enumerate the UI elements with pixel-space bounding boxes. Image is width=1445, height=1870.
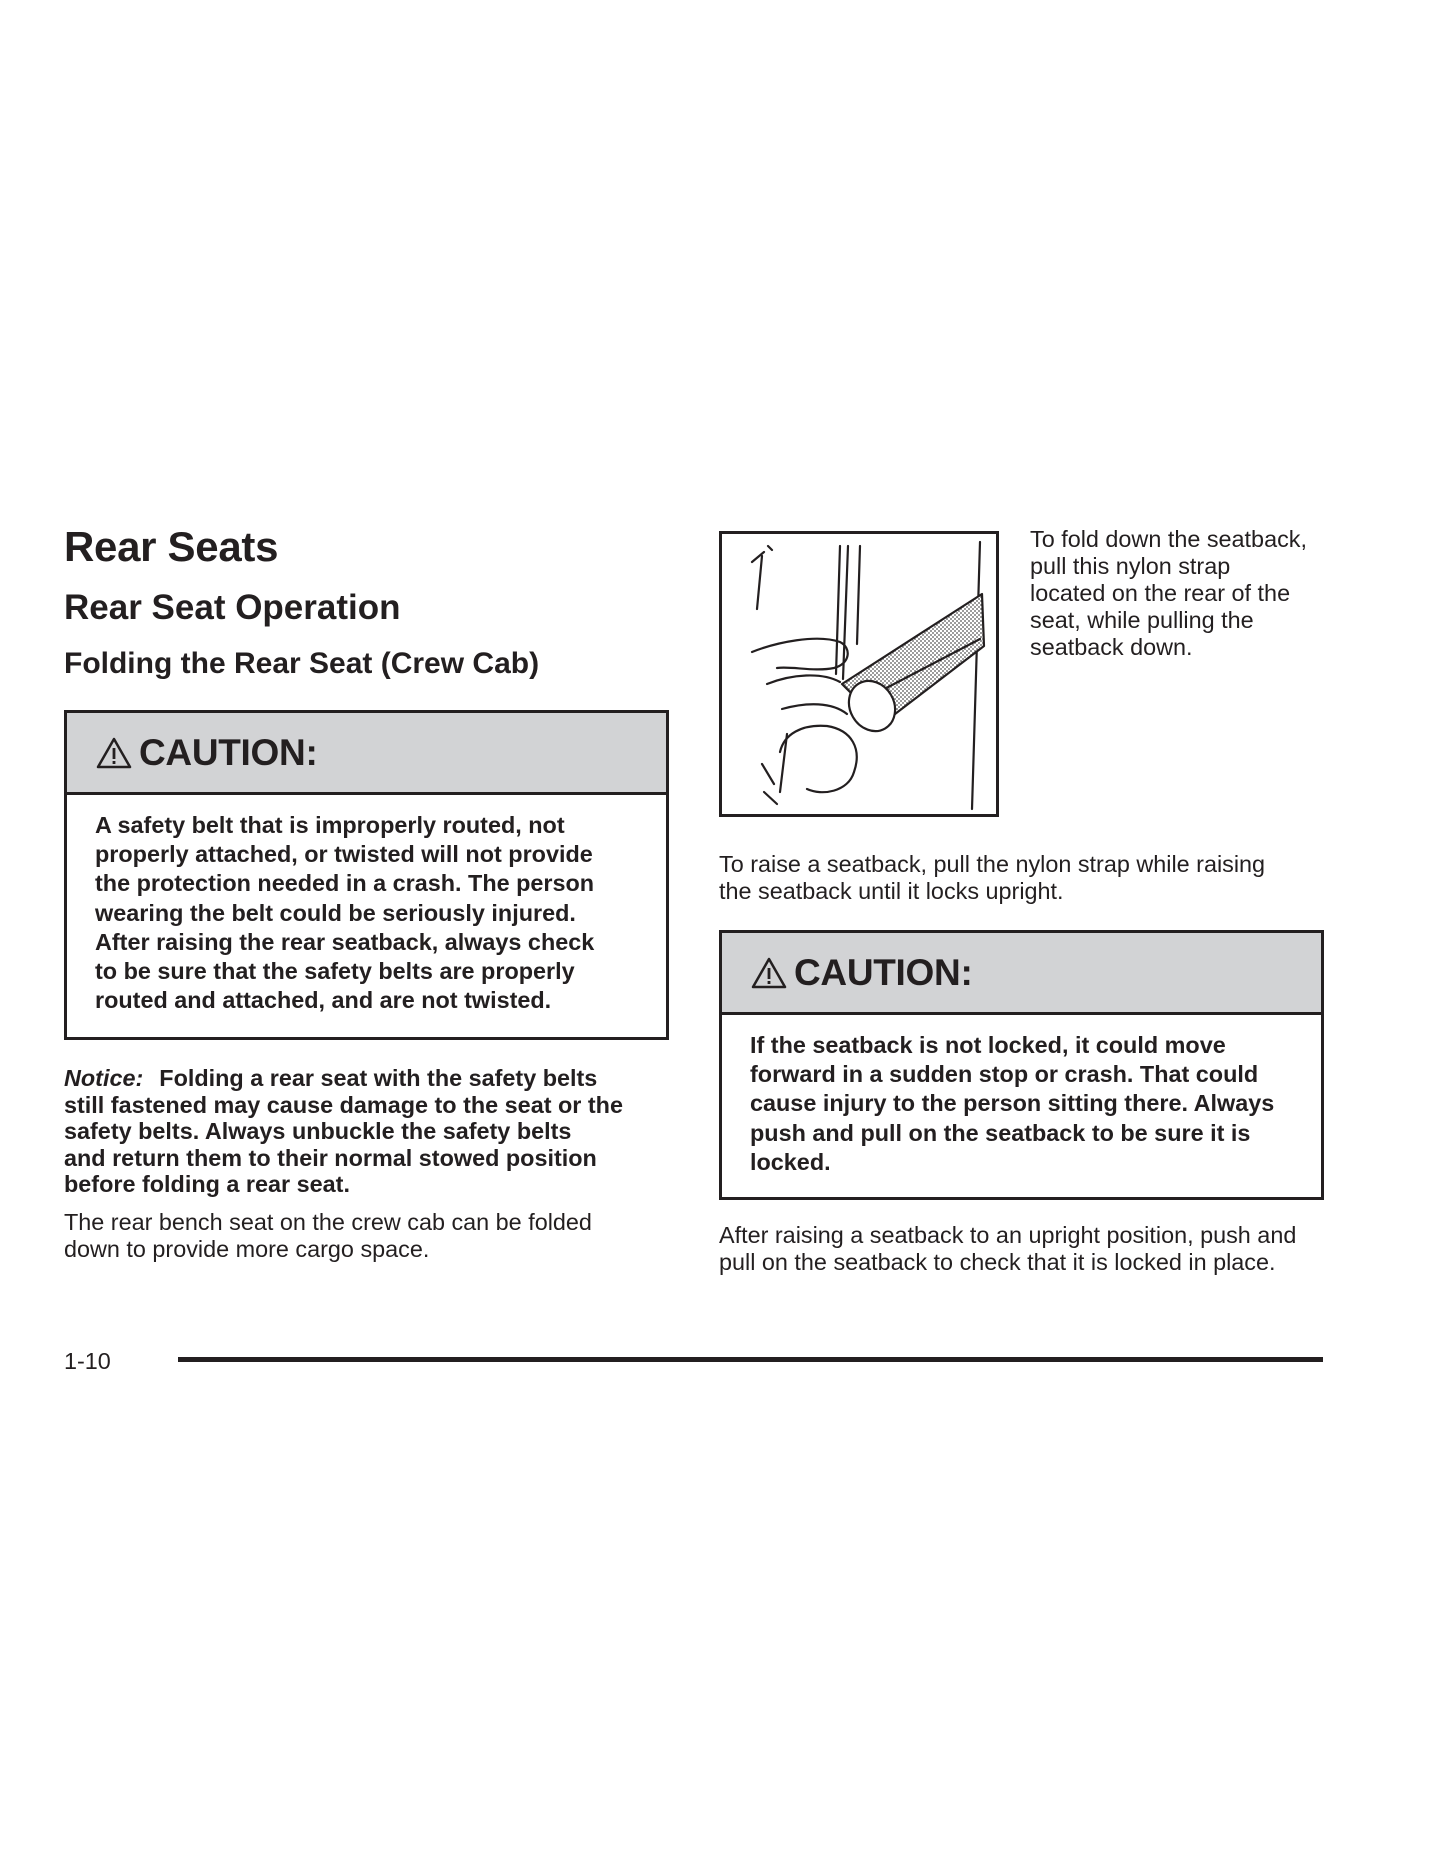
- text-line: pull on the seatback to check that it is locked in place.: [719, 1249, 1276, 1275]
- figure-caption: [1030, 526, 1330, 661]
- text-line: and return them to their normal stowed position: [64, 1144, 597, 1171]
- text-line: seatback down.: [1030, 634, 1193, 660]
- strap-illustration: [719, 531, 999, 817]
- text-line: seat, while pulling the: [1030, 607, 1254, 633]
- text-line: still fastened may cause damage to the seat or the: [64, 1091, 623, 1118]
- text-line: push and pull on the seatback to be sure it is: [750, 1119, 1251, 1146]
- text-line: A safety belt that is improperly routed, not: [95, 812, 565, 838]
- page-number: 1-10: [64, 1348, 111, 1374]
- text-line: wearing the belt could be seriously injured.: [95, 899, 576, 926]
- hand-pulling-strap-illustration: [722, 534, 996, 814]
- text-line: forward in a sudden stop or crash. That could: [750, 1061, 1259, 1088]
- text-line: [64, 1065, 664, 1092]
- text-line: After raising a seatback to an upright position, push and: [719, 1222, 1297, 1248]
- text-line: cause injury to the person sitting there. Always: [750, 1090, 1275, 1117]
- caution-text: [67, 795, 666, 1015]
- text-line: located on the rear of the: [1030, 580, 1291, 606]
- raise-seatback-paragraph: [719, 851, 1329, 905]
- text-line: After raising the rear seatback, always check: [95, 928, 595, 955]
- text-line: locked.: [750, 1148, 831, 1175]
- caution-box-belts: [64, 710, 669, 1040]
- text-line: safety belts. Always unbuckle the safety belts: [64, 1118, 572, 1144]
- section-heading: Rear Seat Operation: [64, 588, 401, 627]
- footer-rule: [178, 1357, 1323, 1362]
- notice-first-line: Folding a rear seat with the safety belts: [159, 1065, 598, 1091]
- caution-box-seatback: [719, 930, 1324, 1200]
- caution-title: CAUTION:: [794, 951, 973, 993]
- text-line: properly attached, or twisted will not provide: [95, 841, 593, 868]
- text-line: the seatback until it locks upright.: [719, 878, 1064, 904]
- subsection-heading: Folding the Rear Seat (Crew Cab): [64, 647, 540, 680]
- text-line: down to provide more cargo space.: [64, 1236, 430, 1262]
- notice-label: Notice:: [64, 1065, 144, 1091]
- page-title: Rear Seats: [64, 523, 279, 570]
- text-line: To raise a seatback, pull the nylon strap while raising: [719, 851, 1266, 877]
- text-line: To fold down the seatback,: [1030, 526, 1307, 552]
- warning-triangle-icon: [750, 956, 788, 990]
- rear-bench-paragraph: [64, 1209, 664, 1263]
- caution-text: [722, 1015, 1321, 1177]
- caution-title: CAUTION:: [139, 731, 318, 773]
- after-raising-paragraph: [719, 1222, 1329, 1276]
- text-line: pull this nylon strap: [1030, 553, 1231, 579]
- text-line: The rear bench seat on the crew cab can be folded: [64, 1209, 592, 1235]
- text-line: If the seatback is not locked, it could move: [750, 1032, 1226, 1058]
- text-line: to be sure that the safety belts are properly: [95, 958, 575, 985]
- notice-paragraph: [64, 1065, 664, 1198]
- caution-header: [722, 933, 1321, 1015]
- text-line: routed and attached, and are not twisted.: [95, 987, 552, 1014]
- text-line: before folding a rear seat.: [64, 1171, 350, 1197]
- warning-triangle-icon: [95, 736, 133, 770]
- caution-header: [67, 713, 666, 795]
- text-line: the protection needed in a crash. The person: [95, 870, 595, 897]
